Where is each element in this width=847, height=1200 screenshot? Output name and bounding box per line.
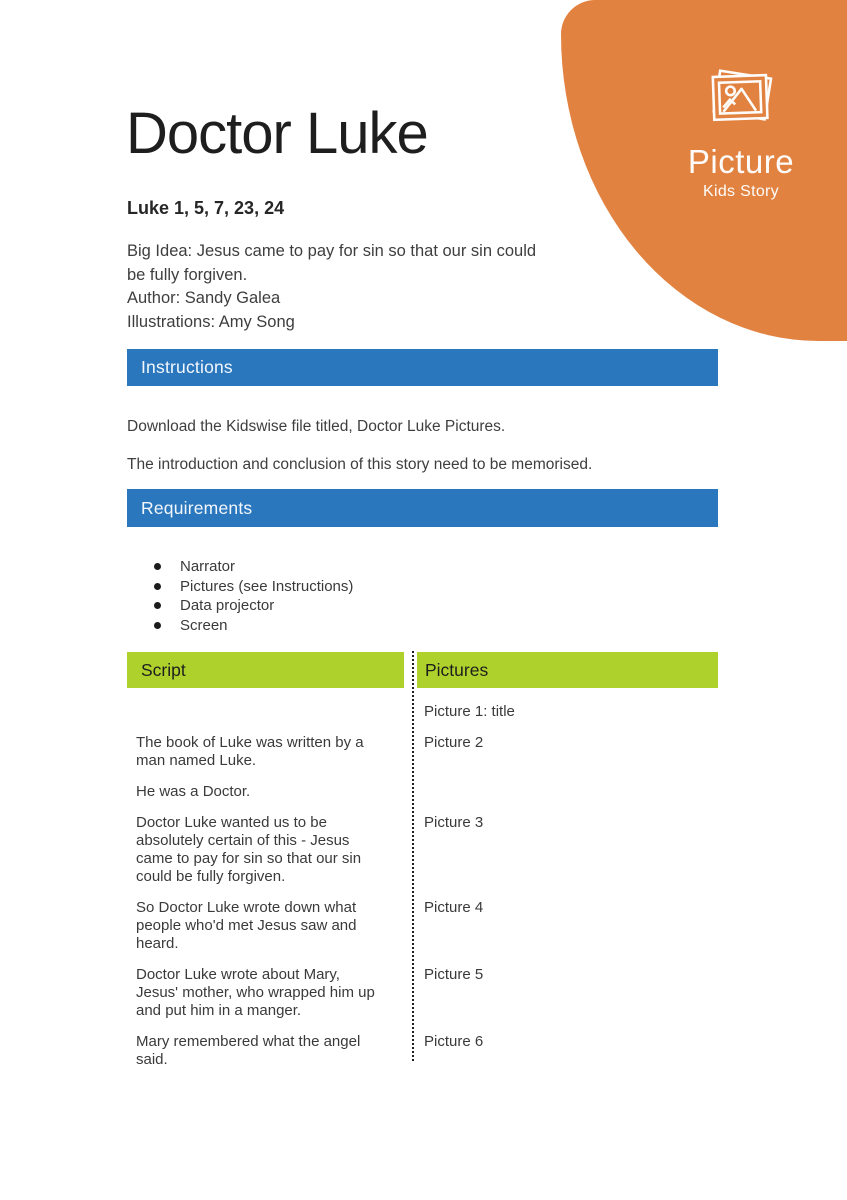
table-row [127, 966, 718, 1020]
bullet-icon [154, 563, 161, 570]
table-row [127, 899, 718, 953]
logo-name: Picture [687, 143, 795, 180]
table-header-script: Script [127, 652, 404, 688]
script-table [127, 703, 718, 1082]
table-row [127, 814, 718, 886]
script-cell: Mary remembered what the angel said. [136, 1033, 361, 1068]
list-item [150, 596, 353, 616]
table-row [127, 734, 718, 770]
list-item-label: Narrator [180, 558, 236, 575]
picture-frames-icon [702, 64, 780, 136]
table-row [127, 783, 718, 801]
script-cell [127, 703, 412, 721]
list-item-label: Screen [180, 616, 228, 634]
script-cell: The book of Luke was written by a man named Luke. [136, 734, 364, 769]
instructions-paragraph-1: Download the Kidswise file titled, Doctor Luke Pictures. [127, 418, 506, 435]
picture-cell [412, 783, 718, 801]
picture-cell: Picture 5 [424, 966, 484, 983]
table-row [127, 703, 718, 721]
table-header-pictures: Pictures [417, 652, 718, 688]
author-line: Author: Sandy Galea [127, 289, 281, 307]
scripture-reference: Luke 1, 5, 7, 23, 24 [127, 198, 285, 218]
script-cell: He was a Doctor. [136, 783, 251, 800]
table-row [127, 1033, 718, 1069]
bullet-icon [154, 602, 161, 609]
list-item [150, 577, 353, 597]
picture-cell: Picture 2 [424, 734, 484, 751]
requirements-heading: Requirements [127, 489, 718, 527]
picture-cell: Picture 6 [424, 1033, 484, 1050]
illustrations-line: Illustrations: Amy Song [127, 312, 295, 331]
list-item-label: Data projector [180, 597, 275, 614]
instructions-heading: Instructions [127, 349, 718, 386]
script-cell: So Doctor Luke wrote down what people who'd met Jesus saw and heard. [136, 899, 357, 952]
script-cell: Doctor Luke wrote about Mary, Jesus' mother, who wrapped him up and put him in a manger. [136, 966, 375, 1019]
list-item [150, 557, 353, 577]
page-title: Doctor Luke [126, 101, 428, 166]
bullet-icon [154, 583, 161, 590]
brand-logo [661, 64, 821, 201]
instructions-paragraph-2: The introduction and conclusion of this story need to be memorised. [127, 456, 593, 473]
meta-block [127, 240, 539, 334]
picture-cell: Picture 3 [424, 814, 484, 831]
picture-cell: Picture 4 [424, 899, 484, 916]
big-idea-line: Big Idea: Jesus came to pay for sin so that our sin could be fully forgiven. [127, 242, 537, 284]
picture-cell: Picture 1: title [424, 703, 515, 720]
requirements-list [150, 557, 353, 635]
list-item-label: Pictures (see Instructions) [180, 577, 354, 595]
script-cell: Doctor Luke wanted us to be absolutely certain of this - Jesus came to pay for sin so that our sin could be fully forgiven. [136, 814, 362, 885]
list-item [150, 616, 353, 636]
bullet-icon [154, 622, 161, 629]
logo-tagline: Kids Story [703, 183, 779, 201]
